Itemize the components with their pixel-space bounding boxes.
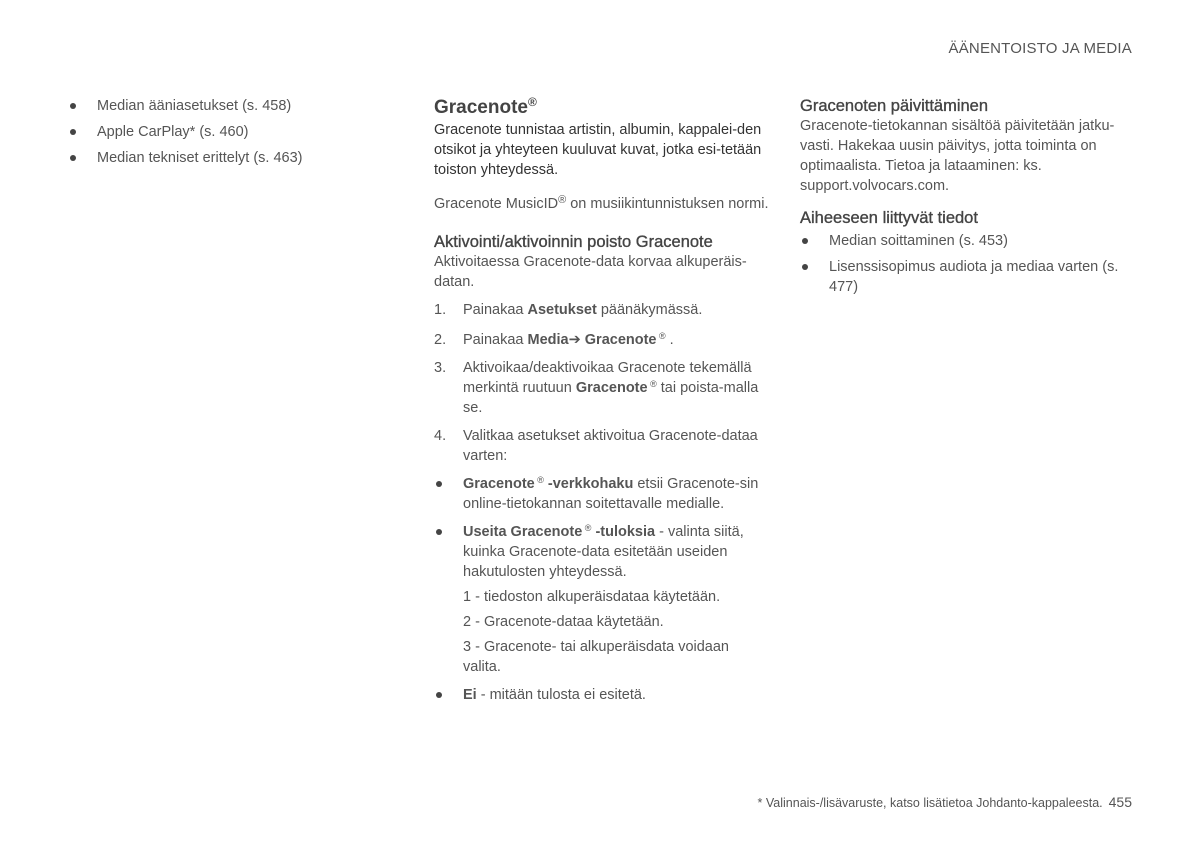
related-links-list [68, 96, 368, 168]
list-item[interactable]: Median soittaminen (s. 453) [800, 231, 1135, 251]
footnote-text: * Valinnais-/lisävaruste, katso lisätietoa Johdanto-kappaleesta. [757, 796, 1103, 810]
arrow-icon: ➔ [568, 332, 581, 348]
option-item: Gracenote ® -verkkohaku etsii Gracenote-sin online-tietokannan soitettavalle medialle. [434, 474, 769, 514]
option-item: Useita Gracenote ® -tuloksia - valinta siitä, kuinka Gracenote-data esitetään useiden hakutulosten yhteydessä. [434, 522, 769, 582]
subsection-heading: Aktivointi/aktivoinnin poisto Gracenote [434, 233, 713, 251]
step-item: 1. Painakaa Asetukset päänäkymässä. [434, 302, 703, 318]
options-list [434, 474, 769, 582]
sub-option: 2 - Gracenote-dataa käytetään. [463, 614, 664, 630]
step-item: 2. Painakaa Media➔ Gracenote ® . [434, 331, 674, 348]
steps-list [434, 300, 769, 466]
list-item[interactable]: Apple CarPlay* (s. 460) [68, 122, 368, 142]
left-column [68, 96, 368, 174]
related-list [800, 231, 1135, 297]
middle-column [434, 96, 769, 705]
update-text: Gracenote-tietokannan sisältöä päivitetään jatku-vasti. Hakekaa uusin päivitys, jotta toiminta on optimaalista. Tietoa ja lataaminen: ks. support.volvocars.com. [800, 118, 1115, 194]
musicid-paragraph: Gracenote MusicID® on musiikintunnistuksen normi. [434, 194, 769, 212]
list-item[interactable]: Median tekniset erittelyt (s. 463) [68, 148, 368, 168]
options-list-end [434, 685, 769, 705]
update-heading: Gracenoten päivittäminen [800, 97, 989, 115]
step-item: 3. Aktivoikaa/deaktivoikaa Gracenote tekemällä merkintä ruutuun Gracenote ® tai poista-malla se. [434, 360, 759, 416]
registered-mark: ® [527, 95, 537, 109]
right-column [800, 96, 1135, 297]
intro-paragraph: Gracenote tunnistaa artistin, albumin, kappalei-den otsikot ja yhteyteen kuuluvat kuvat, jotka esi-tetään toiston yhteydessä. [434, 122, 762, 178]
page-number: 455 [1108, 794, 1132, 810]
section-title: Gracenote® [434, 95, 537, 118]
sub-option: 3 - Gracenote- tai alkuperäisdata voidaan valita. [463, 639, 729, 675]
list-item[interactable]: Lisenssisopimus audiota ja mediaa varten (s. 477) [800, 257, 1135, 297]
list-item[interactable]: Median ääniasetukset (s. 458) [68, 96, 368, 116]
footer [758, 792, 1132, 813]
chapter-header: ÄÄNENTOISTO JA MEDIA [948, 40, 1132, 57]
subsection-text: Aktivoitaessa Gracenote-data korvaa alkuperäis-datan. [434, 254, 747, 290]
related-heading: Aiheeseen liittyvät tiedot [800, 209, 978, 227]
sub-option: 1 - tiedoston alkuperäisdataa käytetään. [463, 589, 721, 605]
option-item: Ei - mitään tulosta ei esitetä. [434, 685, 769, 705]
step-item: 4. Valitkaa asetukset aktivoitua Gracenote-dataa varten: [434, 428, 758, 464]
